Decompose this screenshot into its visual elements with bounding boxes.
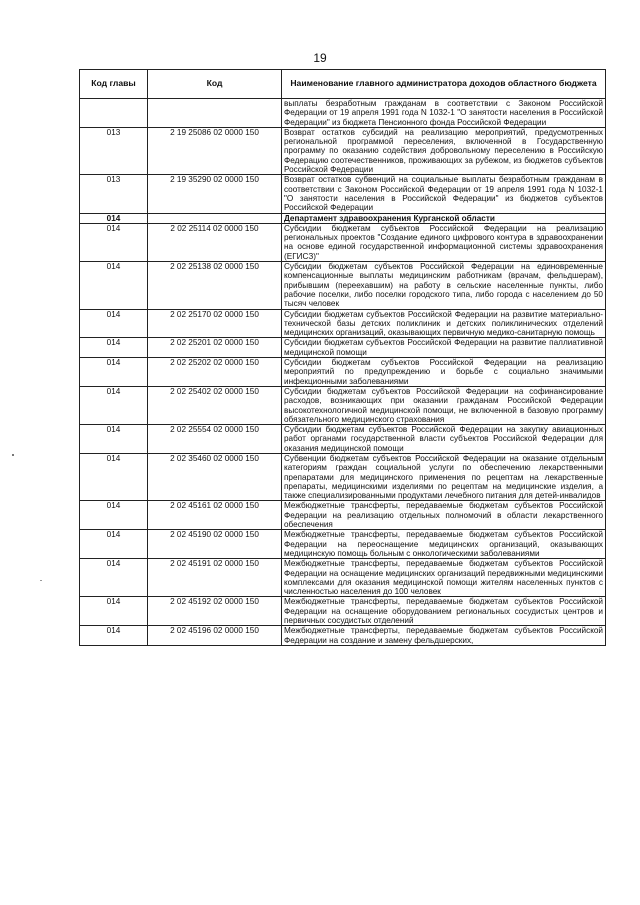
budget-code-cell: 2 02 25170 02 0000 150 (148, 309, 282, 338)
description-cell: Возврат остатков субсидий на реализацию мероприятий, предусмотренных региональной программой переселения, включенной в Государственную программу по оказанию содействия добровольному переселению в Российскую Федерацию соотечественников, проживающих за рубежом, из бюджетов субъектов Российской Федерации (282, 127, 606, 174)
budget-code-cell: 2 02 25554 02 0000 150 (148, 425, 282, 454)
head-code-cell: 014 (80, 425, 148, 454)
description-cell: Межбюджетные трансферты, передаваемые бюджетам субъектов Российской Федерации на оснащение медицинских организаций передвижными медицинскими комплексами для оказания медицинской помощи жителям населенных пунктов с численностью населения до 100 человек (282, 559, 606, 597)
description-cell: Субсидии бюджетам субъектов Российской Федерации на софинансирование расходов, возникающих при оказании гражданам Российской Федерации высокотехнологичной медицинской помощи, не включенной в базовую программу обязательного медицинского страхования (282, 386, 606, 424)
head-code-cell: 014 (80, 597, 148, 626)
head-code-cell: 014 (80, 309, 148, 338)
table-row (80, 425, 606, 454)
table-row (80, 127, 606, 174)
column-header-name: Наименование главного администратора доходов областного бюджета (282, 70, 606, 99)
description-cell: Субсидии бюджетам субъектов Российской Федерации на реализацию региональных проектов "Создание единого цифрового контура в здравоохранении на основе единой государственной информационной системы здравоохранения (ЕГИСЗ)" (282, 223, 606, 261)
head-code-cell (80, 99, 148, 128)
table-row (80, 386, 606, 424)
column-header-head-code: Код главы (80, 70, 148, 99)
description-cell: Межбюджетные трансферты, передаваемые бюджетам субъектов Российской Федерации на создание и замену фельдшерских, (282, 626, 606, 646)
scan-speck (40, 580, 42, 581)
scan-speck (12, 454, 14, 456)
table-row (80, 559, 606, 597)
page-number: 19 (313, 51, 327, 65)
head-code-cell: 014 (80, 358, 148, 387)
table-row (80, 338, 606, 358)
head-code-cell: 014 (80, 501, 148, 530)
head-code-cell: 014 (80, 453, 148, 500)
revenue-administrators-table (79, 69, 606, 646)
budget-code-cell: 2 02 45190 02 0000 150 (148, 530, 282, 559)
head-code-cell: 014 (80, 223, 148, 261)
budget-code-cell: 2 02 25402 02 0000 150 (148, 386, 282, 424)
department-row (80, 213, 606, 223)
budget-code-cell: 2 02 25114 02 0000 150 (148, 223, 282, 261)
head-code-cell: 014 (80, 530, 148, 559)
table-row (80, 99, 606, 128)
budget-code-cell: 2 02 45192 02 0000 150 (148, 597, 282, 626)
budget-code-cell (148, 99, 282, 128)
description-cell: Межбюджетные трансферты, передаваемые бюджетам субъектов Российской Федерации на оснащение оборудованием региональных сосудистых центров и первичных сосудистых отделений (282, 597, 606, 626)
budget-code-cell: 2 02 35460 02 0000 150 (148, 453, 282, 500)
description-cell: Субсидии бюджетам субъектов Российской Федерации на реализацию мероприятий по предупреждению и борьбе с социально значимыми инфекционными заболеваниями (282, 358, 606, 387)
table-row (80, 501, 606, 530)
description-cell: Субсидии бюджетам субъектов Российской Федерации на закупку авиационных работ органами государственной власти субъектов Российской Федерации для оказания медицинской помощи (282, 425, 606, 454)
budget-code-cell: 2 02 25138 02 0000 150 (148, 262, 282, 309)
description-cell: Департамент здравоохранения Курганской области (282, 213, 606, 223)
head-code-cell: 014 (80, 262, 148, 309)
budget-code-cell: 2 02 25201 02 0000 150 (148, 338, 282, 358)
table-row (80, 453, 606, 500)
budget-code-cell: 2 02 45196 02 0000 150 (148, 626, 282, 646)
table-row (80, 262, 606, 309)
description-cell: Межбюджетные трансферты, передаваемые бюджетам субъектов Российской Федерации на реализацию отдельных полномочий в области лекарственного обеспечения (282, 501, 606, 530)
head-code-cell: 013 (80, 127, 148, 174)
table-row (80, 358, 606, 387)
table-row (80, 597, 606, 626)
budget-code-cell: 2 02 25202 02 0000 150 (148, 358, 282, 387)
table-header-row (80, 70, 606, 99)
budget-code-cell: 2 19 25086 02 0000 150 (148, 127, 282, 174)
budget-code-cell: 2 02 45161 02 0000 150 (148, 501, 282, 530)
budget-code-cell (148, 213, 282, 223)
table-row (80, 175, 606, 213)
head-code-cell: 013 (80, 175, 148, 213)
budget-code-cell: 2 02 45191 02 0000 150 (148, 559, 282, 597)
table-row (80, 309, 606, 338)
column-header-code: Код (148, 70, 282, 99)
description-cell: Субсидии бюджетам субъектов Российской Федерации на развитие материально-технической базы детских поликлиник и детских поликлинических отделений медицинских организаций, оказывающих первичную медико-санитарную помощь (282, 309, 606, 338)
description-cell: Межбюджетные трансферты, передаваемые бюджетам субъектов Российской Федерации на переоснащение медицинских организаций, оказывающих медицинскую помощь больным с онкологическими заболеваниями (282, 530, 606, 559)
table-row (80, 223, 606, 261)
head-code-cell: 014 (80, 338, 148, 358)
head-code-cell: 014 (80, 386, 148, 424)
head-code-cell: 014 (80, 559, 148, 597)
description-cell: Субвенции бюджетам субъектов Российской Федерации на оказание отдельным категориям граждан социальной услуги по обеспечению лекарственными препаратами для медицинского применения по рецептам на лекарственные препараты, медицинскими изделиями по рецептам на медицинские изделия, а также специализированными продуктами лечебного питания для детей-инвалидов (282, 453, 606, 500)
description-cell: Субсидии бюджетам субъектов Российской Федерации на развитие паллиативной медицинской помощи (282, 338, 606, 358)
description-cell: выплаты безработным гражданам в соответствии с Законом Российской Федерации от 19 апреля 1991 года N 1032-1 "О занятости населения в Российской Федерации" из бюджета Пенсионного фонда Российской Федерации (282, 99, 606, 128)
table-body (80, 99, 606, 646)
description-cell: Субсидии бюджетам субъектов Российской Федерации на единовременные компенсационные выплаты медицинским работникам (врачам, фельдшерам), прибывшим (переехавшим) на работу в сельские населенные пункты, либо рабочие поселки, либо поселки городского типа, либо города с населением до 50 тысяч человек (282, 262, 606, 309)
table-row (80, 530, 606, 559)
budget-code-cell: 2 19 35290 02 0000 150 (148, 175, 282, 213)
head-code-cell: 014 (80, 626, 148, 646)
description-cell: Возврат остатков субвенций на социальные выплаты безработным гражданам в соответствии с Законом Российской Федерации от 19 апреля 1991 года N 1032-1 "О занятости населения в Российской Федерации" из бюджетов субъектов Российской Федерации (282, 175, 606, 213)
table-row (80, 626, 606, 646)
head-code-cell: 014 (80, 213, 148, 223)
